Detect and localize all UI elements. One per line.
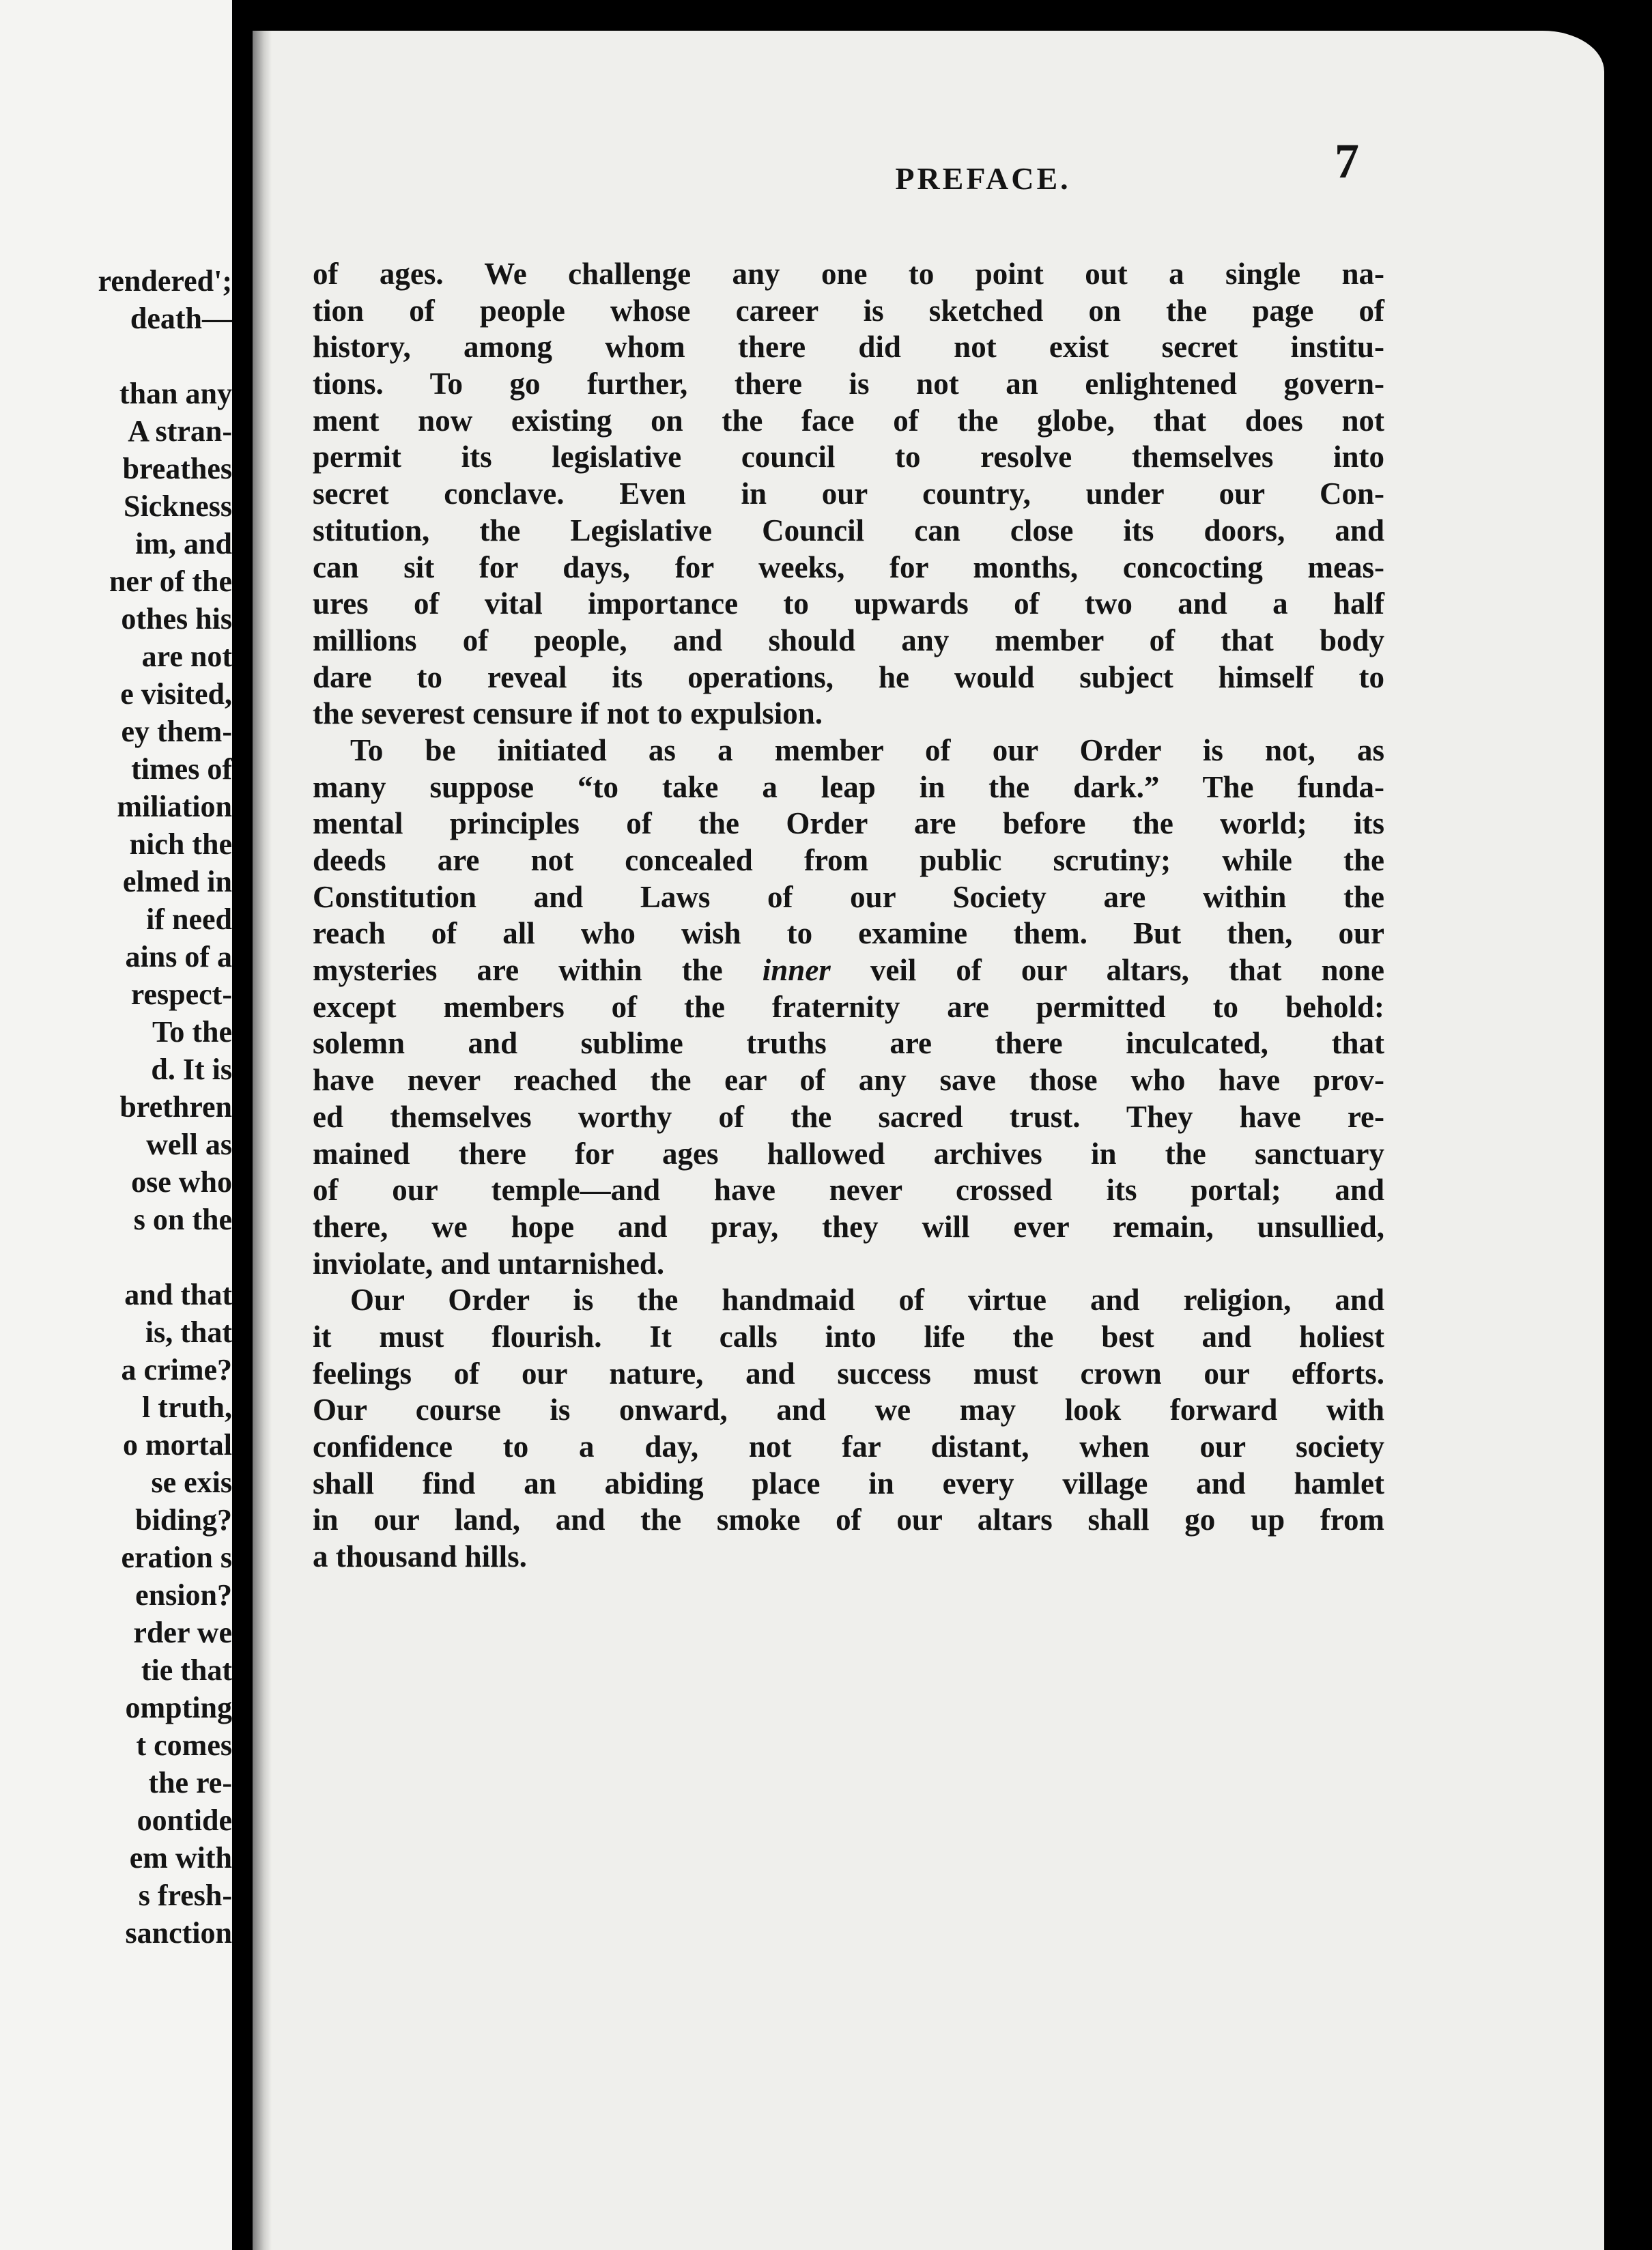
facing-page-line: To the (152, 1015, 232, 1049)
text-line: ed themselves worthy of the sacred trust. They have re- (313, 1099, 1384, 1134)
text-line: feelings of our nature, and success must crown our efforts. (313, 1356, 1384, 1391)
text-line: mysteries are within the inner veil of our altars, that none (313, 953, 1384, 988)
text-line: stitution, the Legislative Council can close its doors, and (313, 513, 1384, 547)
facing-page-line: sanction (125, 1916, 232, 1950)
facing-page-line: tie that (141, 1653, 232, 1687)
facing-page-line: death— (130, 302, 232, 335)
facing-page-line: ey them- (121, 715, 232, 748)
text-line: Constitution and Laws of our Society are within the (313, 879, 1384, 914)
facing-page-line: breathes (122, 452, 232, 485)
text-line: have never reached the ear of any save those who have prov- (313, 1063, 1384, 1098)
paragraph (313, 1282, 1384, 1576)
book-gutter (232, 0, 253, 2250)
facing-page-line: ompting (125, 1691, 232, 1724)
text-line: Our Order is the handmaid of virtue and religion, and (350, 1283, 1384, 1318)
text-line: of our temple—and have never crossed its portal; and (313, 1173, 1384, 1208)
text-line: dare to reveal its operations, he would subject himself to (313, 659, 1384, 694)
paragraph (313, 256, 1384, 732)
text-line: a thousand hills. (313, 1539, 527, 1574)
text-line: many suppose “to take a leap in the dark.” The funda- (313, 769, 1384, 804)
text-line: To be initiated as a member of our Order is not, as (350, 732, 1384, 767)
facing-page-line: elmed in (122, 865, 232, 898)
facing-page-line: are not (141, 640, 232, 673)
facing-page-line: and that (124, 1278, 232, 1311)
text-line: reach of all who wish to examine them. But then, our (313, 916, 1384, 951)
facing-page-line: ose who (131, 1165, 232, 1199)
facing-page-line: the re- (148, 1766, 232, 1799)
text-line: mained there for ages hallowed archives in the sanctuary (313, 1136, 1384, 1171)
page-number: 7 (1335, 134, 1359, 188)
facing-page-line: eration s (121, 1541, 232, 1574)
text-line: can sit for days, for weeks, for months, concocting meas- (313, 550, 1384, 584)
facing-page-line: ner of the (109, 565, 232, 598)
facing-page-line: oontide (137, 1804, 232, 1837)
text-line: history, among whom there did not exist secret institu- (313, 330, 1384, 365)
facing-page-line: ension? (135, 1578, 232, 1612)
facing-page-line: well as (146, 1128, 232, 1161)
facing-page-line: ains of a (125, 940, 232, 973)
running-head: PREFACE. (895, 161, 1071, 196)
facing-page-line: biding? (135, 1503, 232, 1537)
text-line: in our land, and the smoke of our altars shall go up from (313, 1503, 1384, 1537)
text-line: ment now existing on the face of the globe, that does not (313, 403, 1384, 438)
text-line: inviolate, and untarnished. (313, 1246, 665, 1281)
facing-page-line: a crime? (121, 1353, 232, 1386)
facing-page-line: othes his (121, 602, 232, 636)
text-line: Our course is onward, and we may look forward with (313, 1393, 1384, 1427)
paragraph (313, 732, 1384, 1282)
text-line: confidence to a day, not far distant, when our society (313, 1429, 1384, 1464)
facing-page-line: respect- (130, 978, 232, 1011)
text-line: tions. To go further, there is not an enlightened govern- (313, 367, 1384, 401)
facing-page-line: e visited, (120, 677, 232, 711)
text-line: there, we hope and pray, they will ever remain, unsullied, (313, 1209, 1384, 1244)
facing-page-line: A stran- (128, 414, 232, 448)
facing-page-line: t comes (136, 1728, 232, 1762)
facing-page-line: Sickness (124, 489, 232, 523)
text-line: solemn and sublime truths are there inculcated, that (313, 1026, 1384, 1061)
text-line: deeds are not concealed from public scrutiny; while the (313, 843, 1384, 877)
facing-page-line: se exis (151, 1466, 232, 1499)
scan-border (1604, 0, 1652, 2250)
text-line: except members of the fraternity are permitted to behold: (313, 989, 1384, 1024)
facing-page-line: d. It is (151, 1053, 232, 1086)
facing-page-line: s fresh- (138, 1879, 232, 1912)
facing-page-line: s on the (133, 1203, 232, 1236)
body-text (313, 256, 1384, 1576)
facing-page-line: l truth, (142, 1391, 232, 1424)
facing-page-line: im, and (135, 527, 232, 560)
text-line: permit its legislative council to resolve themselves into (313, 440, 1384, 474)
text-line: secret conclave. Even in our country, under our Con- (313, 476, 1384, 511)
facing-page-line: times of (131, 752, 232, 786)
text-line: tion of people whose career is sketched on the page of (313, 293, 1384, 328)
facing-page-line: rendered'; (98, 264, 232, 298)
facing-page-line: o mortal (122, 1428, 232, 1462)
text-line: the severest censure if not to expulsion. (313, 696, 823, 731)
facing-page-line: rder we (133, 1616, 232, 1649)
text-line: millions of people, and should any member of that body (313, 623, 1384, 657)
text-line: ures of vital importance to upwards of two and a half (313, 586, 1384, 621)
page-spine-shadow (253, 31, 272, 2250)
text-line: mental principles of the Order are before the world; its (313, 806, 1384, 841)
facing-page-line: brethren (119, 1090, 232, 1124)
facing-page-fragment (0, 0, 232, 2250)
text-line: it must flourish. It calls into life the best and holiest (313, 1319, 1384, 1354)
facing-page-line: miliation (117, 790, 232, 823)
facing-page-line: if need (146, 902, 232, 936)
text-line: shall find an abiding place in every village and hamlet (313, 1466, 1384, 1500)
facing-page-line: nich the (129, 827, 232, 861)
facing-page-line: than any (119, 377, 232, 410)
facing-page-line: em with (129, 1841, 232, 1875)
book-page (253, 31, 1604, 2250)
text-line: of ages. We challenge any one to point out a single na- (313, 257, 1384, 291)
facing-page-line: is, that (145, 1315, 232, 1349)
